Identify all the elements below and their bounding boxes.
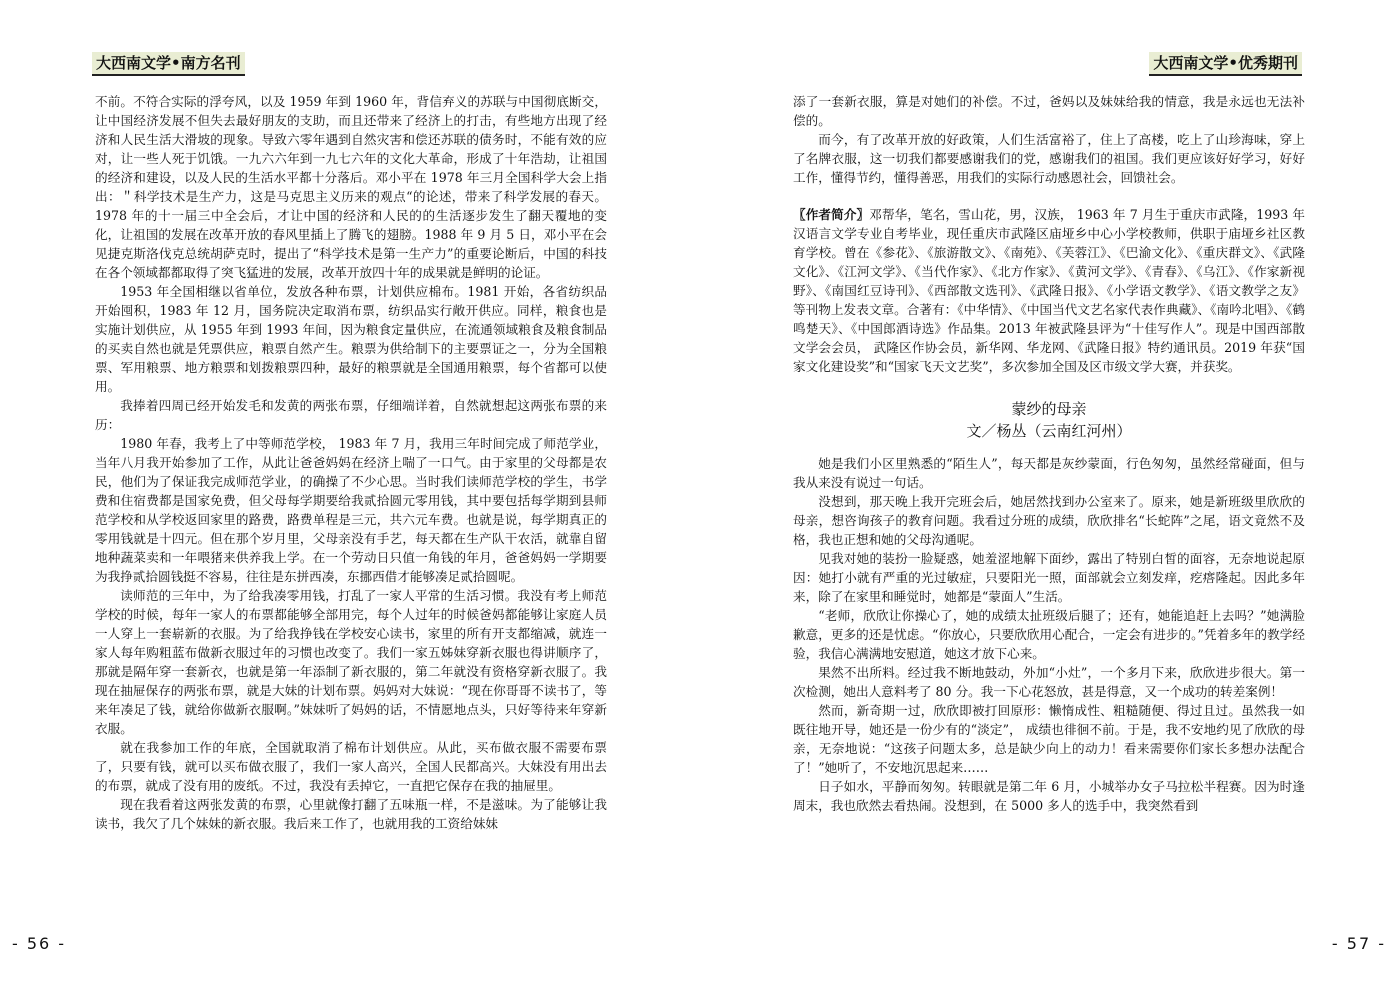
paragraph: 1980 年春，我考上了中等师范学校， 1983 年 7 月，我用三年时间完成了师范学业，当年八月我开始参加了工作，从此让爸爸妈妈在经济上喘了一口气。由于家里的父母都是农民，他们为了保证我完成师范学业，的确操了不少心思。当时我们读师范学校的学生，书学费和住宿费都是国家免费，但父母每学期要给我贰拾圆元零用钱，其中要包括每学期到县师范学校和从学校返回家里的路费，路费单程是三元，共六元车费。也就是说，每学期真正的零用钱就是十四元。但在那个岁月里，父母亲没有手艺，每天都在生产队干农活，就靠自留地种蔬菜卖和一年喂猪来供养我上学。在一个劳动日只值一角钱的年月，爸爸妈妈一学期要为我挣贰拾圆钱挺不容易，往往是东拼西凑，东挪西借才能够凑足贰拾圆呢。: [95, 436, 607, 584]
paragraph: 1953 年全国相继以省单位，发放各种布票，计划供应棉布。1981 开始，各省纺织品开始囤积，1983 年 12 月，国务院决定取消布票，纺织品实行敞开供应。同样，粮食也是实施计划供应，从 1955 年到 1993 年间，因为粮食定量供应，在流通领域粮食及粮食制品的买卖自然也就是凭票供应，粮票自然产生。粮票为供给制下的主要票证之一，分为全国粮票、军用粮票、地方粮票和划拨粮票四种，最好的粮票就是全国通用粮票，每个省都可以使用。: [95, 284, 607, 394]
paragraph: 见我对她的装扮一脸疑惑，她羞涩地解下面纱，露出了特别白皙的面容，无奈地说起原因：她打小就有严重的光过敏症，只要阳光一照，面部就会立刻发痒，疙瘩隆起。因此多年来，除了在家里和睡觉时，她都是“蒙面人”生活。: [793, 551, 1305, 604]
paragraph: 果然不出所料。经过我不断地鼓动，外加“小灶”，一个多月下来，欣欣进步很大。第一次检测，她出人意料考了 80 分。我一下心花怒放，甚是得意，又一个成功的转差案例！: [793, 665, 1305, 699]
paragraph: “老师，欣欣让你操心了，她的成绩太扯班级后腿了；还有，她能追赶上去吗？”她满脸歉意，更多的还是忧虑。“你放心，只要欣欣用心配合，一定会有进步的。”凭着多年的教学经验，我信心满满地安慰道，她这才放下心来。: [793, 608, 1305, 661]
right-page-body: [793, 92, 1305, 815]
author-bio: [793, 205, 1305, 376]
paragraph: 添了一套新衣服，算是对她们的补偿。不过，爸妈以及妹妹给我的情意，我是永远也无法补偿的。: [793, 94, 1305, 128]
right-page-number: - 57 -: [1331, 934, 1386, 953]
paragraph: 而今，有了改革开放的好政策，人们生活富裕了，住上了高楼，吃上了山珍海味，穿上了名牌衣服，这一切我们都要感谢我们的党，感谢我们的祖国。我们更应该好好学习，好好工作，懂得节约，懂得善恶，用我们的实际行动感恩社会，回馈社会。: [793, 132, 1305, 185]
left-page-number: - 56 -: [12, 934, 67, 953]
paragraph: 没想到，那天晚上我开完班会后，她居然找到办公室来了。原来，她是新班级里欣欣的母亲，想咨询孩子的教育问题。我看过分班的成绩，欣欣排名“长蛇阵”之尾，语文竟然不及格，我也正想和她的父母沟通呢。: [793, 494, 1305, 547]
paragraph: 然而，新奇期一过，欣欣即被打回原形：懒惰成性、粗糙随便、得过且过。虽然我一如既往地开导，她还是一份少有的“淡定”， 成绩也徘徊不前。于是，我不安地约见了欣欣的母亲，无奈地说：“这孩子问题太多，总是缺少向上的动力！看来需要你们家长多想办法配合了！”她听了，不安地沉思起来……: [793, 703, 1305, 775]
author-bio-label: 〖作者简介〗: [793, 207, 870, 222]
paragraph: 不前。不符合实际的浮夸风，以及 1959 年到 1960 年，背信弃义的苏联与中国彻底断交，让中国经济发展不但失去最好朋友的支助，而且还带来了经济上的打击，有些地方出现了经济和人民生活大滑坡的现象。导致六零年遇到自然灾害和偿还苏联的债务时，不能有效的应对，让一些人死于饥饿。一九六六年到一九七六年的文化大革命，形成了十年浩劫，让祖国的经济和建设，以及人民的生活水平都十分落后。邓小平在 1978 年三月全国科学大会上指出：＂科学技术是生产力，这是马克思主义历来的观点“的论述，带来了科学发展的春天。 1978 年的十一届三中全会后，才让中国的经济和人民的的生活逐步发生了翻天覆地的变化，让祖国的发展在改革开放的春风里插上了腾飞的翅膀。1988 年 9 月 5 日，邓小平在会见捷克斯洛伐克总统胡萨克时，提出了“科学技术是第一生产力”的重要论断后，中国的科技在各个领域都都取得了突飞猛进的发展，改革开放四十年的成果就是鲜明的论证。: [95, 94, 607, 280]
paragraph: 我捧着四周已经开始发毛和发黄的两张布票，仔细端详着，自然就想起这两张布票的来历：: [95, 398, 607, 432]
left-page-body: [95, 92, 607, 833]
article-author: 文／杨丛（云南红河州）: [966, 422, 1132, 440]
right-page-header: 大西南文学•优秀期刊: [1149, 52, 1302, 76]
paragraph: 就在我参加工作的年底，全国就取消了棉布计划供应。从此，买布做衣服不需要布票了，只要有钱，就可以买布做衣服了，我们一家人高兴，全国人民都高兴。大妹没有用出去的布票，就成了没有用的废纸。不过，我没有丢掉它，一直把它保存在我的抽屉里。: [95, 740, 607, 793]
paragraph: 现在我看着这两张发黄的布票，心里就像打翻了五味瓶一样，不是滋味。为了能够让我读书，我欠了几个妹妹的新衣服。我后来工作了，也就用我的工资给妹妹: [95, 797, 607, 831]
paragraph: 读师范的三年中，为了给我凑零用钱，打乱了一家人平常的生活习惯。我没有考上师范学校的时候，每年一家人的布票都能够全部用完，每个人过年的时候爸妈都能够让家庭人员一人穿上一套崭新的衣服。为了给我挣钱在学校安心读书，家里的所有开支都缩减，就连一家人每年购粗蓝布做新衣服过年的习惯也改变了。我们一家五姊妹穿新衣服也得讲顺序了，那就是隔年穿一套新衣，也就是第一年添制了新衣服的，第二年就没有资格穿新衣服了。我现在抽屉保存的两张布票，就是大妹的计划布票。妈妈对大妹说：“现在你哥哥不读书了，等来年凑足了钱，就给你做新衣服啊。”妹妹听了妈妈的话，不情愿地点头，只好等待来年穿新衣服。: [95, 588, 607, 736]
left-page-header: 大西南文学•南方名刊: [92, 52, 245, 76]
author-bio-text: 邓帮华，笔名，雪山花，男，汉族， 1963 年 7 月生于重庆市武隆，1993 年汉语言文学专业自考毕业，现任重庆市武隆区庙垭乡中心小学校教师，供职于庙垭乡社区教育学校。曾在《参花》、《旅游散文》、《南苑》、《芙蓉江》、《巴渝文化》、《重庆群文》、《武隆文化》、《江河文学》、《当代作家》、《北方作家》、《黄河文学》、《青春》、《乌江》、《作家新视野》、《南国红豆诗刊》、《西部散文选刊》、《武隆日报》、《小学语文教学》、《语文教学之友》等刊物上发表文章。合著有：《中华情》、《中国当代文艺名家代表作典藏》、《南吟北唱》、《鹤鸣楚天》、《中国郎酒诗选》作品集。2013 年被武隆县评为“十佳写作人”。现是中国西部散文学会会员， 武隆区作协会员，新华网、华龙网、《武隆日报》特约通讯员。2019 年获“国家文化建设奖”和“国家飞天文艺奖”，多次参加全国及区市级文学大赛，并获奖。: [793, 207, 1305, 374]
article-title: 蒙纱的母亲: [1011, 400, 1087, 418]
paragraph: 她是我们小区里熟悉的“陌生人”，每天都是灰纱蒙面，行色匆匆，虽然经常碰面，但与我从来没有说过一句话。: [793, 456, 1305, 490]
paragraph: 日子如水，平静而匆匆。转眼就是第二年 6 月，小城举办女子马拉松半程赛。因为时逢周末，我也欣然去看热闹。没想到，在 5000 多人的选手中，我突然看到: [793, 779, 1305, 813]
